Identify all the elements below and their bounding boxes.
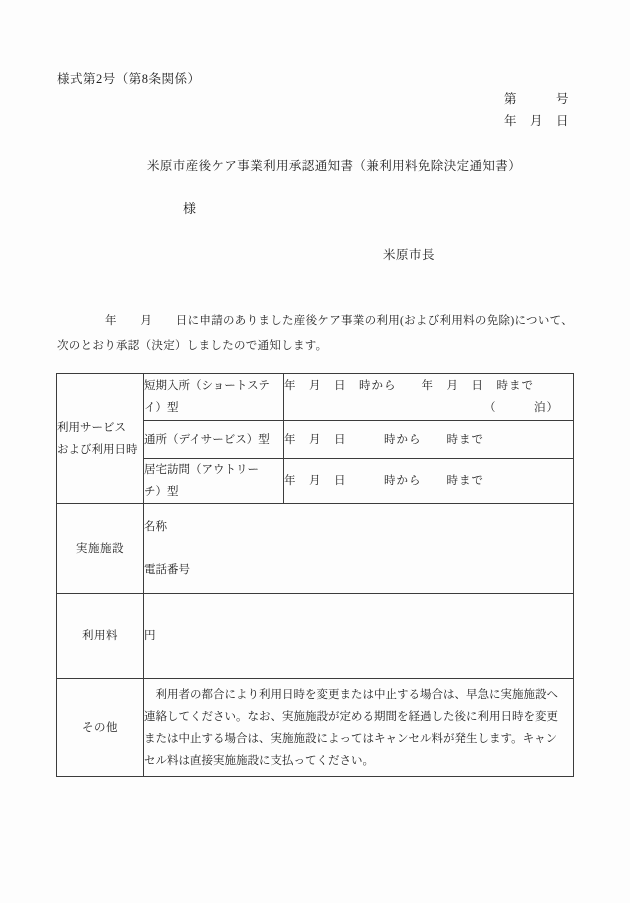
table-row (57, 504, 574, 594)
document-number-block (504, 88, 569, 132)
document-title: 米原市産後ケア事業利用承認通知書（兼利用料免除決定通知書） (147, 159, 522, 173)
service-type-short-stay: 短期入所（ショートステ イ）型 (144, 374, 284, 421)
schedule-day-service: 年 月 日 時から 時まで (284, 421, 574, 459)
form-number-label: 様式第2号（第8条関係） (57, 72, 201, 86)
schedule-short-stay: 年 月 日 時から 年 月 日 時まで （ 泊） (284, 374, 574, 421)
document-number-line: 第 号 (503, 92, 569, 106)
other-section-header: その他 (57, 679, 144, 777)
table-row (57, 594, 574, 679)
service-type-day-service: 通所（デイサービス）型 (144, 421, 284, 459)
fee-section-header: 利用料 (57, 594, 144, 679)
facility-name-label: 名称 (144, 521, 167, 533)
table-row (57, 374, 574, 421)
issue-date-line: 年 月 日 (503, 114, 569, 128)
facility-phone-label: 電話番号 (144, 564, 190, 576)
fee-unit-label: 円 (144, 630, 156, 642)
fee-amount-cell (144, 594, 574, 679)
other-notes-text: 利用者の都合により利用日時を変更または中止する場合は、早急に実施施設へ 連絡してください。なお、実施施設が定める期間を経過した後に利用日時を変更 または中止する場合は、実施施設によってはキャンセル料が発生します。キャン セル料は直接実施施設に支払ってください。 (144, 679, 574, 777)
service-section-header: 利用サービス および利用日時 (57, 374, 144, 504)
facility-section-header: 実施施設 (57, 504, 144, 594)
facility-detail-cell (144, 504, 574, 594)
body-paragraph: 年 月 日に申請のありました産後ケア事業の利用(および利用料の免除)について、 次のとおり承認（決定）しましたので通知します。 (57, 315, 573, 352)
sender-name: 米原市長 (383, 248, 436, 262)
addressee-honorific: 様 (183, 201, 197, 216)
table-row (57, 679, 574, 777)
notice-table (56, 373, 574, 777)
schedule-outreach: 年 月 日 時から 時まで (284, 459, 574, 504)
service-type-outreach: 居宅訪問（アウトリー チ）型 (144, 459, 284, 504)
